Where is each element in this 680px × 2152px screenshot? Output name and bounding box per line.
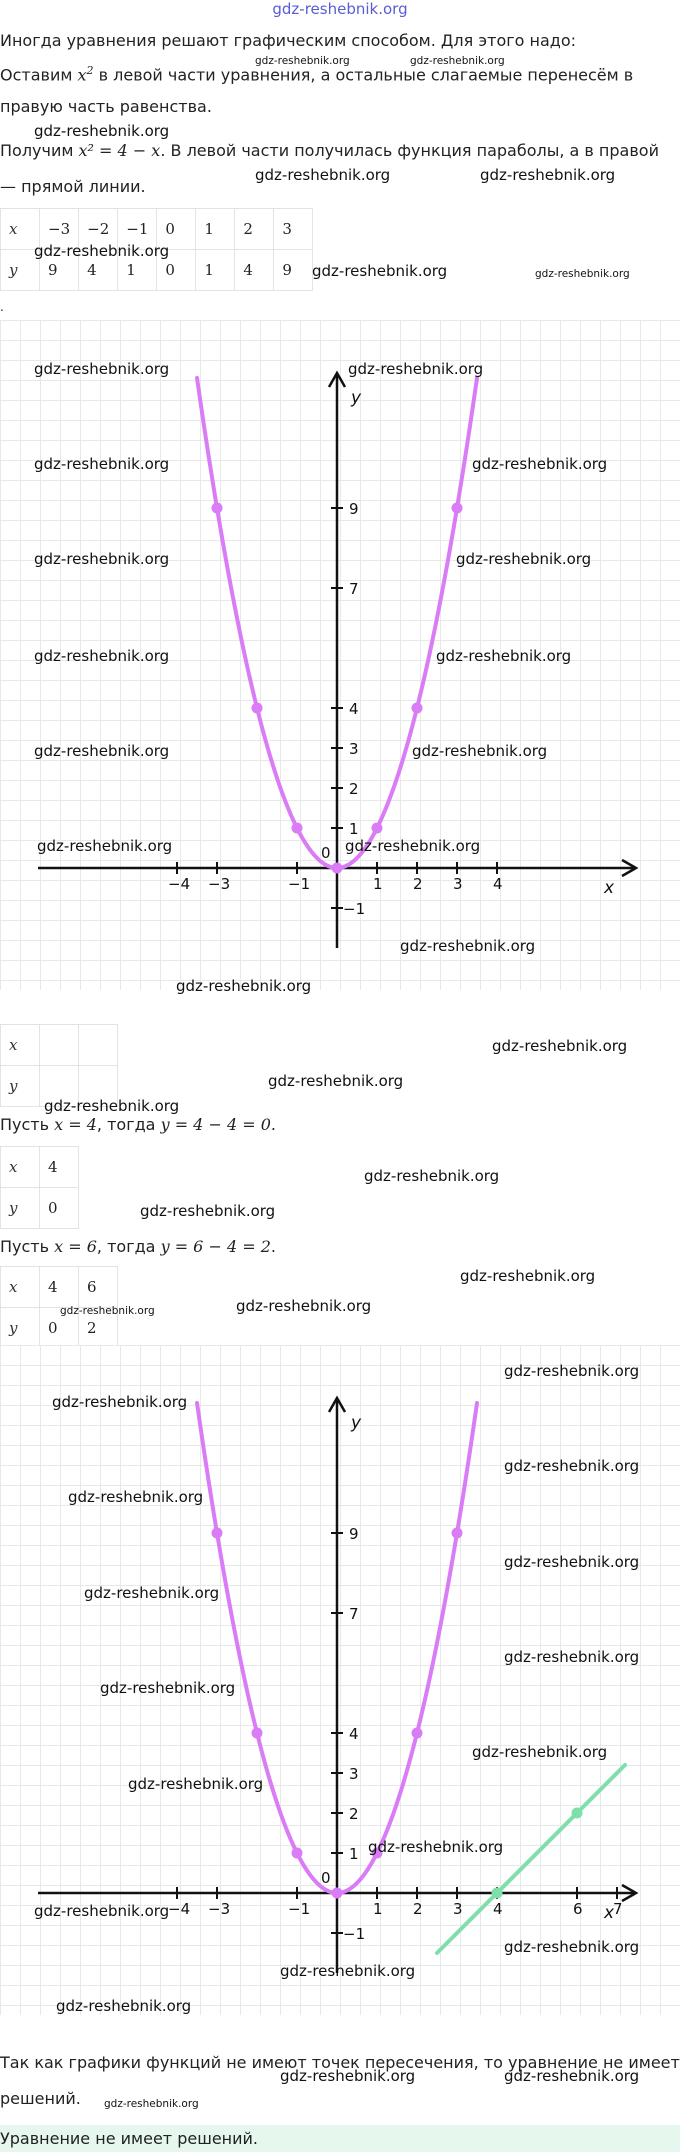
x-tick-label: −4 (168, 875, 191, 893)
watermark: gdz-reshebnik.org (345, 837, 481, 855)
watermark: gdz-reshebnik.org (176, 977, 312, 995)
chart-1 (0, 320, 680, 990)
watermark: gdz-reshebnik.org (255, 166, 391, 184)
y-tick-label: −1 (343, 1925, 366, 1943)
watermark: gdz-reshebnik.org (480, 166, 616, 184)
math-equation: x² = 4 − x (78, 141, 161, 160)
table-cell: 0 (40, 1188, 79, 1229)
table-cell: 0 (40, 1308, 79, 1349)
math-exponent: 2 (86, 64, 94, 77)
watermark: gdz-reshebnik.org (34, 550, 170, 568)
table-header-y: y (1, 250, 40, 291)
parabola-point (252, 703, 263, 714)
watermark: gdz-reshebnik.org (312, 262, 448, 280)
watermark: gdz-reshebnik.org (34, 242, 170, 260)
watermark: gdz-reshebnik.org (460, 1267, 596, 1285)
origin-label: 0 (321, 1869, 331, 1887)
watermark: gdz-reshebnik.org (280, 1962, 416, 1980)
watermark: gdz-reshebnik.org (504, 1457, 640, 1475)
table-cell (40, 1066, 79, 1107)
table-row (1, 1147, 79, 1188)
chart-2-svg (0, 1345, 680, 2015)
table-header-y: y (1, 1308, 40, 1349)
origin-label: 0 (321, 844, 331, 862)
watermark: gdz-reshebnik.org (44, 1097, 180, 1115)
watermark: gdz-reshebnik.org (60, 1305, 155, 1317)
table-row (1, 1308, 118, 1349)
table-header-x: x (1, 1267, 40, 1308)
math-equation: x = 6 (54, 1237, 97, 1256)
watermark: gdz-reshebnik.org (34, 455, 170, 473)
text-line-5: — прямой линии. (0, 177, 146, 196)
table-cell: 2 (235, 209, 274, 250)
watermark: gdz-reshebnik.org (535, 268, 630, 280)
text-part: . (270, 1115, 276, 1134)
text-part: Получим (0, 141, 79, 160)
x-tick-label: 2 (413, 875, 423, 893)
parabola-point (332, 863, 343, 874)
watermark: gdz-reshebnik.org (104, 2098, 199, 2110)
line-point (492, 1888, 503, 1899)
watermark: gdz-reshebnik.org (34, 742, 170, 760)
conclusion-text: Так как графики функций не имеют точек пересечения, то уравнение не имеет (0, 2053, 680, 2072)
table-header-y: y (1, 1188, 40, 1229)
math-equation: x = 4 (54, 1115, 97, 1134)
parabola-point (412, 1728, 423, 1739)
intro-text: Иногда уравнения решают графическим способом. Для этого надо: (0, 31, 577, 50)
values-table-1 (0, 208, 313, 291)
table-row (1, 1025, 118, 1066)
text-part: . В левой части получилась функция параболы, а в правой (160, 141, 659, 160)
x-tick-label: 1 (373, 1900, 383, 1918)
site-title[interactable]: gdz-reshebnik.org (272, 0, 408, 18)
chart-1-svg (0, 320, 680, 990)
x-tick-label: 3 (453, 1900, 463, 1918)
table-row (1, 1066, 118, 1107)
watermark: gdz-reshebnik.org (37, 837, 173, 855)
parabola-point (452, 503, 463, 514)
watermark: gdz-reshebnik.org (504, 1938, 640, 1956)
text-part: , тогда (96, 1237, 161, 1256)
table-row (1, 1188, 79, 1229)
watermark: gdz-reshebnik.org (34, 647, 170, 665)
watermark: gdz-reshebnik.org (504, 1648, 640, 1666)
watermark: gdz-reshebnik.org (436, 647, 572, 665)
watermark: gdz-reshebnik.org (56, 1997, 192, 2015)
text-part: Оставим (0, 65, 78, 85)
table-header-x: x (1, 1025, 40, 1066)
text-line-3: правую часть равенства. (0, 97, 212, 116)
watermark: gdz-reshebnik.org (100, 1679, 236, 1697)
table-cell: −2 (79, 209, 118, 250)
line-point (572, 1808, 583, 1819)
parabola-point (292, 823, 303, 834)
watermark: gdz-reshebnik.org (140, 1202, 276, 1220)
table-cell: 4 (235, 250, 274, 291)
step-1-text (0, 1114, 276, 1136)
watermark: gdz-reshebnik.org (34, 1902, 170, 1920)
y-axis-label: y (351, 1413, 362, 1433)
separator-dot: . (0, 300, 4, 314)
y-tick-label: 1 (349, 1845, 359, 1863)
watermark: gdz-reshebnik.org (400, 937, 536, 955)
text-part: Пусть (0, 1115, 55, 1134)
y-tick-label: 2 (349, 1805, 359, 1823)
x-axis-label: x (604, 1903, 615, 1923)
table-header-y: y (1, 1066, 40, 1107)
table-cell: −1 (118, 209, 157, 250)
y-tick-label: 9 (349, 500, 359, 518)
table-cell: 9 (274, 250, 313, 291)
math-equation: y = 6 − 4 = 2 (160, 1237, 271, 1256)
watermark: gdz-reshebnik.org (504, 1362, 640, 1380)
table-cell: 9 (40, 250, 79, 291)
watermark: gdz-reshebnik.org (68, 1488, 204, 1506)
conclusion-text-2: решений. (0, 2089, 81, 2108)
math-var: x (77, 65, 87, 85)
y-tick-label: 7 (349, 1605, 359, 1623)
table-row (1, 209, 313, 250)
parabola-point (372, 1848, 383, 1859)
watermark: gdz-reshebnik.org (504, 2067, 640, 2085)
y-tick-label: 7 (349, 580, 359, 598)
x-axis-label: x (604, 878, 615, 898)
table-cell: 4 (40, 1147, 79, 1188)
y-axis-label: y (351, 388, 362, 408)
chart-2 (0, 1345, 680, 2015)
watermark: gdz-reshebnik.org (52, 1393, 188, 1411)
values-table-2 (0, 1024, 118, 1107)
x-tick-label: 7 (613, 1900, 623, 1918)
table-row (1, 250, 313, 291)
line-graph (437, 1765, 625, 1953)
y-tick-label: −1 (343, 900, 366, 918)
watermark: gdz-reshebnik.org (34, 122, 170, 140)
watermark: gdz-reshebnik.org (255, 55, 350, 67)
parabola-point (292, 1848, 303, 1859)
parabola-point (452, 1528, 463, 1539)
parabola-point (212, 503, 223, 514)
text-line-4 (0, 140, 659, 162)
watermark: gdz-reshebnik.org (236, 1297, 372, 1315)
watermark: gdz-reshebnik.org (364, 1167, 500, 1185)
watermark: gdz-reshebnik.org (412, 742, 548, 760)
x-tick-label: −1 (288, 1900, 311, 1918)
x-tick-label: 4 (493, 875, 503, 893)
watermark: gdz-reshebnik.org (280, 2067, 416, 2085)
y-tick-label: 9 (349, 1525, 359, 1543)
values-table-3 (0, 1146, 79, 1229)
table-cell: −3 (40, 209, 79, 250)
text-part: , тогда (96, 1115, 161, 1134)
table-header-x: x (1, 1147, 40, 1188)
watermark: gdz-reshebnik.org (268, 1072, 404, 1090)
x-tick-label: 2 (413, 1900, 423, 1918)
table-cell: 0 (157, 250, 196, 291)
watermark: gdz-reshebnik.org (456, 550, 592, 568)
x-tick-label: −1 (288, 875, 311, 893)
watermark: gdz-reshebnik.org (128, 1775, 264, 1793)
table-cell: 4 (40, 1267, 79, 1308)
watermark: gdz-reshebnik.org (472, 1743, 608, 1761)
table-cell (79, 1066, 118, 1107)
parabola-point (252, 1728, 263, 1739)
x-tick-label: −4 (168, 1900, 191, 1918)
table-cell: 0 (157, 209, 196, 250)
step-2-text (0, 1236, 276, 1258)
y-tick-label: 1 (349, 820, 359, 838)
table-cell (79, 1025, 118, 1066)
y-tick-label: 3 (349, 740, 359, 758)
table-cell: 1 (118, 250, 157, 291)
text-line-2 (0, 60, 633, 86)
answer-banner: Уравнение не имеет решений. (0, 2125, 680, 2152)
x-tick-label: −3 (208, 1900, 231, 1918)
table-cell (40, 1025, 79, 1066)
watermark: gdz-reshebnik.org (492, 1037, 628, 1055)
watermark: gdz-reshebnik.org (348, 360, 484, 378)
y-tick-label: 2 (349, 780, 359, 798)
table-cell: 1 (196, 250, 235, 291)
watermark: gdz-reshebnik.org (368, 1838, 504, 1856)
table-cell: 6 (79, 1267, 118, 1308)
values-table-4 (0, 1266, 118, 1349)
watermark: gdz-reshebnik.org (84, 1584, 220, 1602)
y-tick-label: 3 (349, 1765, 359, 1783)
watermark: gdz-reshebnik.org (410, 55, 505, 67)
parabola-point (412, 703, 423, 714)
watermark: gdz-reshebnik.org (472, 455, 608, 473)
parabola-point (372, 823, 383, 834)
math-equation: y = 4 − 4 = 0 (160, 1115, 271, 1134)
table-cell: 3 (274, 209, 313, 250)
parabola-point (212, 1528, 223, 1539)
x-tick-label: 3 (453, 875, 463, 893)
text-part: Пусть (0, 1237, 55, 1256)
text-part: . (270, 1237, 276, 1256)
watermark: gdz-reshebnik.org (34, 360, 170, 378)
table-cell: 1 (196, 209, 235, 250)
parabola-point (332, 1888, 343, 1899)
x-tick-label: 6 (573, 1900, 583, 1918)
table-row (1, 1267, 118, 1308)
text-part: в левой части уравнения, а остальные слагаемые перенесём в (93, 65, 634, 85)
y-tick-label: 4 (349, 1725, 359, 1743)
y-tick-label: 4 (349, 700, 359, 718)
x-tick-label: 4 (493, 1900, 503, 1918)
table-cell: 4 (79, 250, 118, 291)
x-tick-label: −3 (208, 875, 231, 893)
watermark: gdz-reshebnik.org (504, 1553, 640, 1571)
table-cell: 2 (79, 1308, 118, 1349)
table-header-x: x (1, 209, 40, 250)
x-tick-label: 1 (373, 875, 383, 893)
